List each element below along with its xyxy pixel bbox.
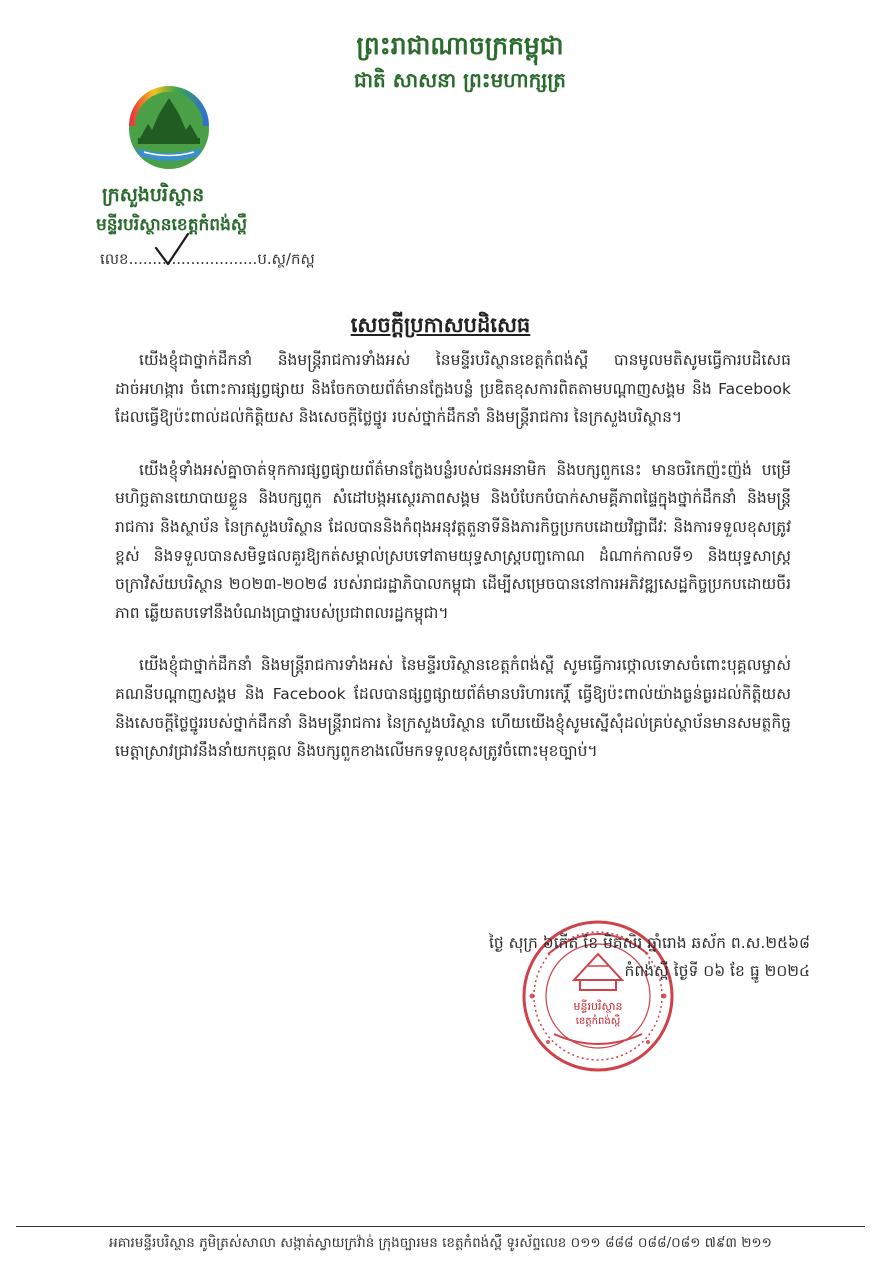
ref-suffix: ប.ស្ថ/កស្ព: [257, 250, 315, 268]
ministry-name: ក្រសួងបរិស្ថាន: [102, 184, 205, 206]
footer-divider: [16, 1226, 865, 1227]
seal-text-line2: ខេត្តកំពង់ស្ពឺ: [575, 1016, 621, 1027]
department-name: មន្ទីរបរិស្ថានខេត្តកំពង់ស្ពឺ: [96, 215, 248, 235]
ref-dots: ...........................: [128, 250, 258, 268]
paragraph-1: យើងខ្ញុំជាថ្នាក់ដឹកនាំ និងមន្ត្រីរាជការទាំងអស់ នៃមន្ទីរបរិស្ថានខេត្តកំពង់ស្ពឺ បានមូលមតិសូមធ្វើការបដិសេធដាច់អហង្ការ ចំពោះការផ្សព្វផ្សាយ និងចែកចាយព័ត៌មានក្លែងបន្លំ ប្រឌិតខុសការពិតតាមបណ្តាញសង្គម និង Facebook ដែលធ្វើឱ្យប៉ះពាល់ដល់កិត្តិយស និងសេចក្តីថ្លៃថ្នូរ របស់ថ្នាក់ដឹកនាំ និងមន្ត្រីរាជការ នៃក្រសួងបរិស្ថាន។: [115, 351, 791, 427]
ministry-logo-icon: [126, 86, 212, 172]
lunar-date: ថ្ងៃ សុក្រ ៦កើត ខែ មិគសិរ ឆ្នាំរោង ឆស័ក ព.ស.២៥៦៨: [488, 934, 810, 952]
sender-block: [96, 180, 247, 240]
document-body: [115, 346, 791, 790]
seal-text-line1: មន្ទីរបរិស្ថាន: [573, 1000, 623, 1013]
kingdom-title: ព្រះរាជាណាចក្រកម្ពុជា: [356, 31, 564, 60]
national-motto: ជាតិ សាសនា ព្រះមហាក្សត្រ: [354, 68, 566, 92]
handwritten-check-icon: [152, 232, 192, 268]
kingdom-header: [250, 28, 670, 96]
paragraph-3: យើងខ្ញុំជាថ្នាក់ដឹកនាំ និងមន្ត្រីរាជការទាំងអស់ នៃមន្ទីរបរិស្ថានខេត្តកំពង់ស្ពឺ សូមធ្វើការថ្កោលទោសចំពោះបុគ្គលម្ចាស់គណនីបណ្តាញសង្គម និង Facebook ដែលបានផ្សព្វផ្សាយព័ត៌មានបរិហារកេរ្តិ៍ ធ្វើឱ្យប៉ះពាល់យ៉ាងធ្ងន់ធ្ងរដល់កិត្តិយស និងសេចក្តីថ្លៃថ្នូររបស់ថ្នាក់ដឹកនាំ និងមន្ត្រីរាជការ នៃក្រសួងបរិស្ថាន ហើយយើងខ្ញុំសូមស្នើសុំដល់គ្រប់ស្ថាប័នមានសមត្ថកិច្ច មេត្តាស្រាវជ្រាវនឹងនាំយកបុគ្គល និងបក្សពួកខាងលើមកទទួលខុសត្រូវចំពោះមុខច្បាប់។: [115, 656, 791, 761]
footer-address: អគារមន្ទីរបរិស្ថាន ភូមិត្រស់សាលា សង្កាត់ស្វាយក្រវ៉ាន់ ក្រុងច្បារមន ខេត្តកំពង់ស្ពឺ ទូរស័ព្ទលេខ ០១១ ៨៨៨ ០៨៨/០៨១ ៧៩៣ ២១១: [109, 1235, 772, 1251]
reference-number: [100, 250, 315, 272]
solar-date: កំពង់ស្ពឺ ថ្ងៃទី ០៦ ខែ ធ្នូ ២០២៤: [624, 962, 810, 980]
document-title: សេចក្តីប្រកាសបដិសេធ: [350, 313, 531, 337]
paragraph-2: យើងខ្ញុំទាំងអស់គ្នាចាត់ទុកការផ្សព្វផ្សាយព័ត៌មានក្លែងបន្លំរបស់ជនអនាមិក និងបក្សពួកនេះ មានចរិកេញ៉ះញ៉ង់ បម្រើមហិច្ឆតានយោបាយខ្លួន និងបក្សពួក សំដៅបង្កអស្ថេរភាពសង្គម និងបំបែកបំបាក់សាមគ្គីភាពផ្ទៃក្នុងថ្នាក់ដឹកនាំ និងមន្ត្រីរាជការ និងស្ថាប័ន នៃក្រសួងបរិស្ថាន ដែលបាននិងកំពុងអនុវត្តតួនាទីនិងភារកិច្ចប្រកបដោយវិជ្ជាជីវៈ និងការទទួលខុសត្រូវខ្ពស់ និងទទួលបានសមិទ្ធផលគួរឱ្យកត់សម្គាល់ស្របទៅតាមយុទ្ធសាស្ត្របញ្ចកោណ ដំណាក់កាលទី១ និងយុទ្ធសាស្ត្រចក្រាវិស័យបរិស្ថាន ២០២៣-២០២៨ របស់រាជរដ្ឋាភិបាលកម្ពុជា ដើម្បីសម្រេចបាននៅការអភិវឌ្ឍសេដ្ឋកិច្ចប្រកបដោយចីរភាព ឆ្លើយតបទៅនឹងបំណងប្រាថ្នារបស់ប្រជាពលរដ្ឋកម្ពុជា។: [115, 460, 791, 622]
ref-prefix: លេខ: [100, 250, 129, 268]
date-block: [420, 929, 810, 985]
